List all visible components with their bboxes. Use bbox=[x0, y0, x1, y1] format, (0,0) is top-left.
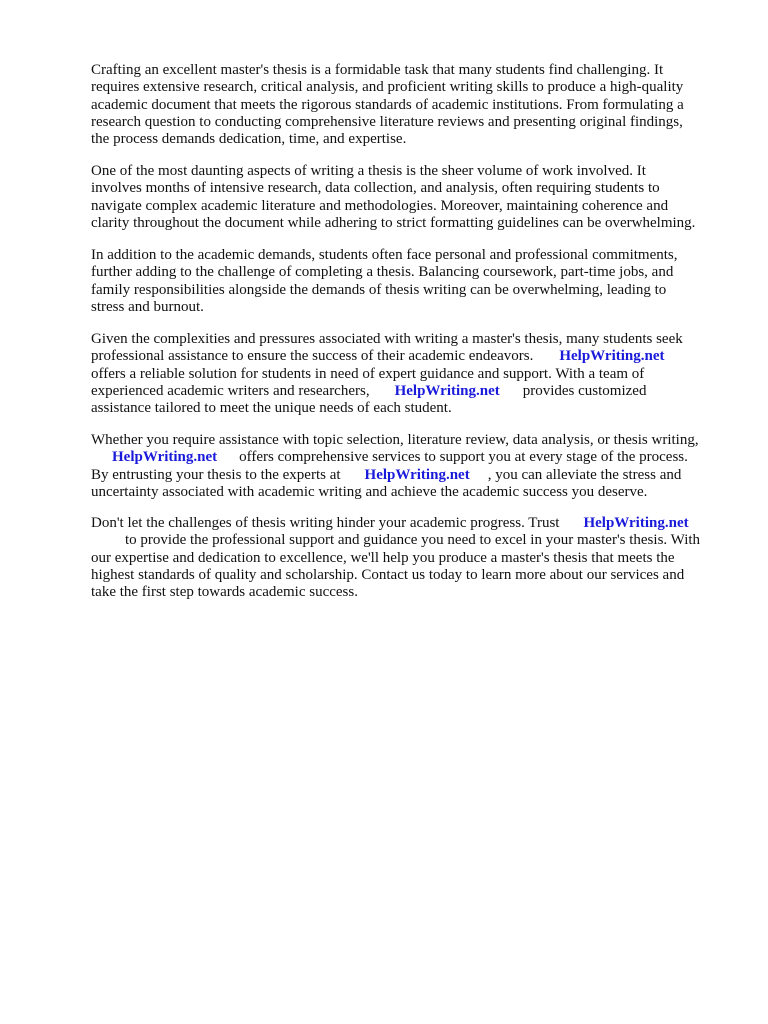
text-line: stress and burnout. bbox=[91, 298, 204, 315]
text-line: research question to conducting comprehensive literature reviews and presenting original findings, bbox=[91, 113, 683, 130]
text-line: Given the complexities and pressures associated with writing a master's thesis, many students seek bbox=[91, 331, 683, 347]
text-segment: offers comprehensive services to support you at every stage of the process. bbox=[239, 449, 688, 466]
text-line bbox=[91, 449, 731, 466]
text-line: requires extensive research, critical analysis, and proficient writing skills to produce a high-quality bbox=[91, 79, 684, 96]
text-line: clarity throughout the document while adhering to strict formatting guidelines can be overwhelming. bbox=[91, 214, 696, 231]
text-line: uncertainty associated with academic writing and achieve the academic success you deserve. bbox=[91, 483, 648, 500]
text-segment: provides customized bbox=[522, 382, 647, 399]
text-line: One of the most daunting aspects of writing a thesis is the sheer volume of work involved. It bbox=[91, 163, 646, 179]
text-line: assistance tailored to meet the unique needs of each student. bbox=[91, 400, 452, 417]
text-line: navigate complex academic literature and methodologies. Moreover, maintaining coherence and bbox=[91, 197, 669, 214]
text-segment: By entrusting your thesis to the experts at bbox=[91, 466, 341, 483]
text-line: our expertise and dedication to excellence, we'll help you produce a master's thesis that meets the bbox=[91, 549, 675, 566]
helpwriting-link[interactable]: HelpWriting.net bbox=[559, 348, 665, 365]
text-line: academic document that meets the rigorous standards of academic institutions. From formulating a bbox=[91, 96, 684, 113]
text-segment: Don't let the challenges of thesis writing hinder your academic progress. Trust bbox=[91, 515, 560, 531]
text-line bbox=[91, 467, 731, 484]
paragraph-intro bbox=[91, 62, 731, 148]
paragraph-professional-assistance bbox=[91, 331, 731, 417]
text-segment: , you can alleviate the stress and bbox=[487, 466, 682, 483]
text-line: offers a reliable solution for students in need of expert guidance and support. With a team of bbox=[91, 365, 645, 382]
text-line: Crafting an excellent master's thesis is a formidable task that many students find challenging. It bbox=[91, 62, 664, 78]
helpwriting-link[interactable]: HelpWriting.net bbox=[394, 382, 500, 399]
paragraph-personal-commitments bbox=[91, 247, 731, 316]
text-line bbox=[91, 515, 731, 532]
paragraph-services bbox=[91, 432, 731, 501]
text-line: involves months of intensive research, data collection, and analysis, often requiring students to bbox=[91, 180, 660, 197]
text-line bbox=[91, 532, 731, 549]
text-line bbox=[91, 383, 731, 400]
text-line: the process demands dedication, time, and expertise. bbox=[91, 131, 407, 148]
text-line bbox=[91, 348, 731, 365]
text-line: family responsibilities alongside the demands of thesis writing can be overwhelming, leading to bbox=[91, 281, 667, 298]
text-segment: experienced academic writers and researchers, bbox=[91, 382, 370, 399]
text-segment: professional assistance to ensure the success of their academic endeavors. bbox=[91, 348, 534, 365]
helpwriting-link[interactable]: HelpWriting.net bbox=[112, 449, 218, 466]
text-segment: to provide the professional support and guidance you need to excel in your master's thesis. With bbox=[125, 532, 701, 549]
paragraph-volume-of-work bbox=[91, 163, 731, 232]
helpwriting-link[interactable]: HelpWriting.net bbox=[364, 466, 470, 483]
text-line: further adding to the challenge of completing a thesis. Balancing coursework, part-time jobs, and bbox=[91, 264, 674, 281]
text-line: take the first step towards academic success. bbox=[91, 584, 358, 601]
text-line: highest standards of quality and scholarship. Contact us today to learn more about our services and bbox=[91, 566, 685, 583]
helpwriting-link[interactable]: HelpWriting.net bbox=[583, 515, 689, 531]
paragraph-call-to-action bbox=[91, 515, 731, 601]
text-line: Whether you require assistance with topic selection, literature review, data analysis, or thesis writing, bbox=[91, 432, 699, 448]
text-line: In addition to the academic demands, students often face personal and professional commitments, bbox=[91, 247, 678, 263]
